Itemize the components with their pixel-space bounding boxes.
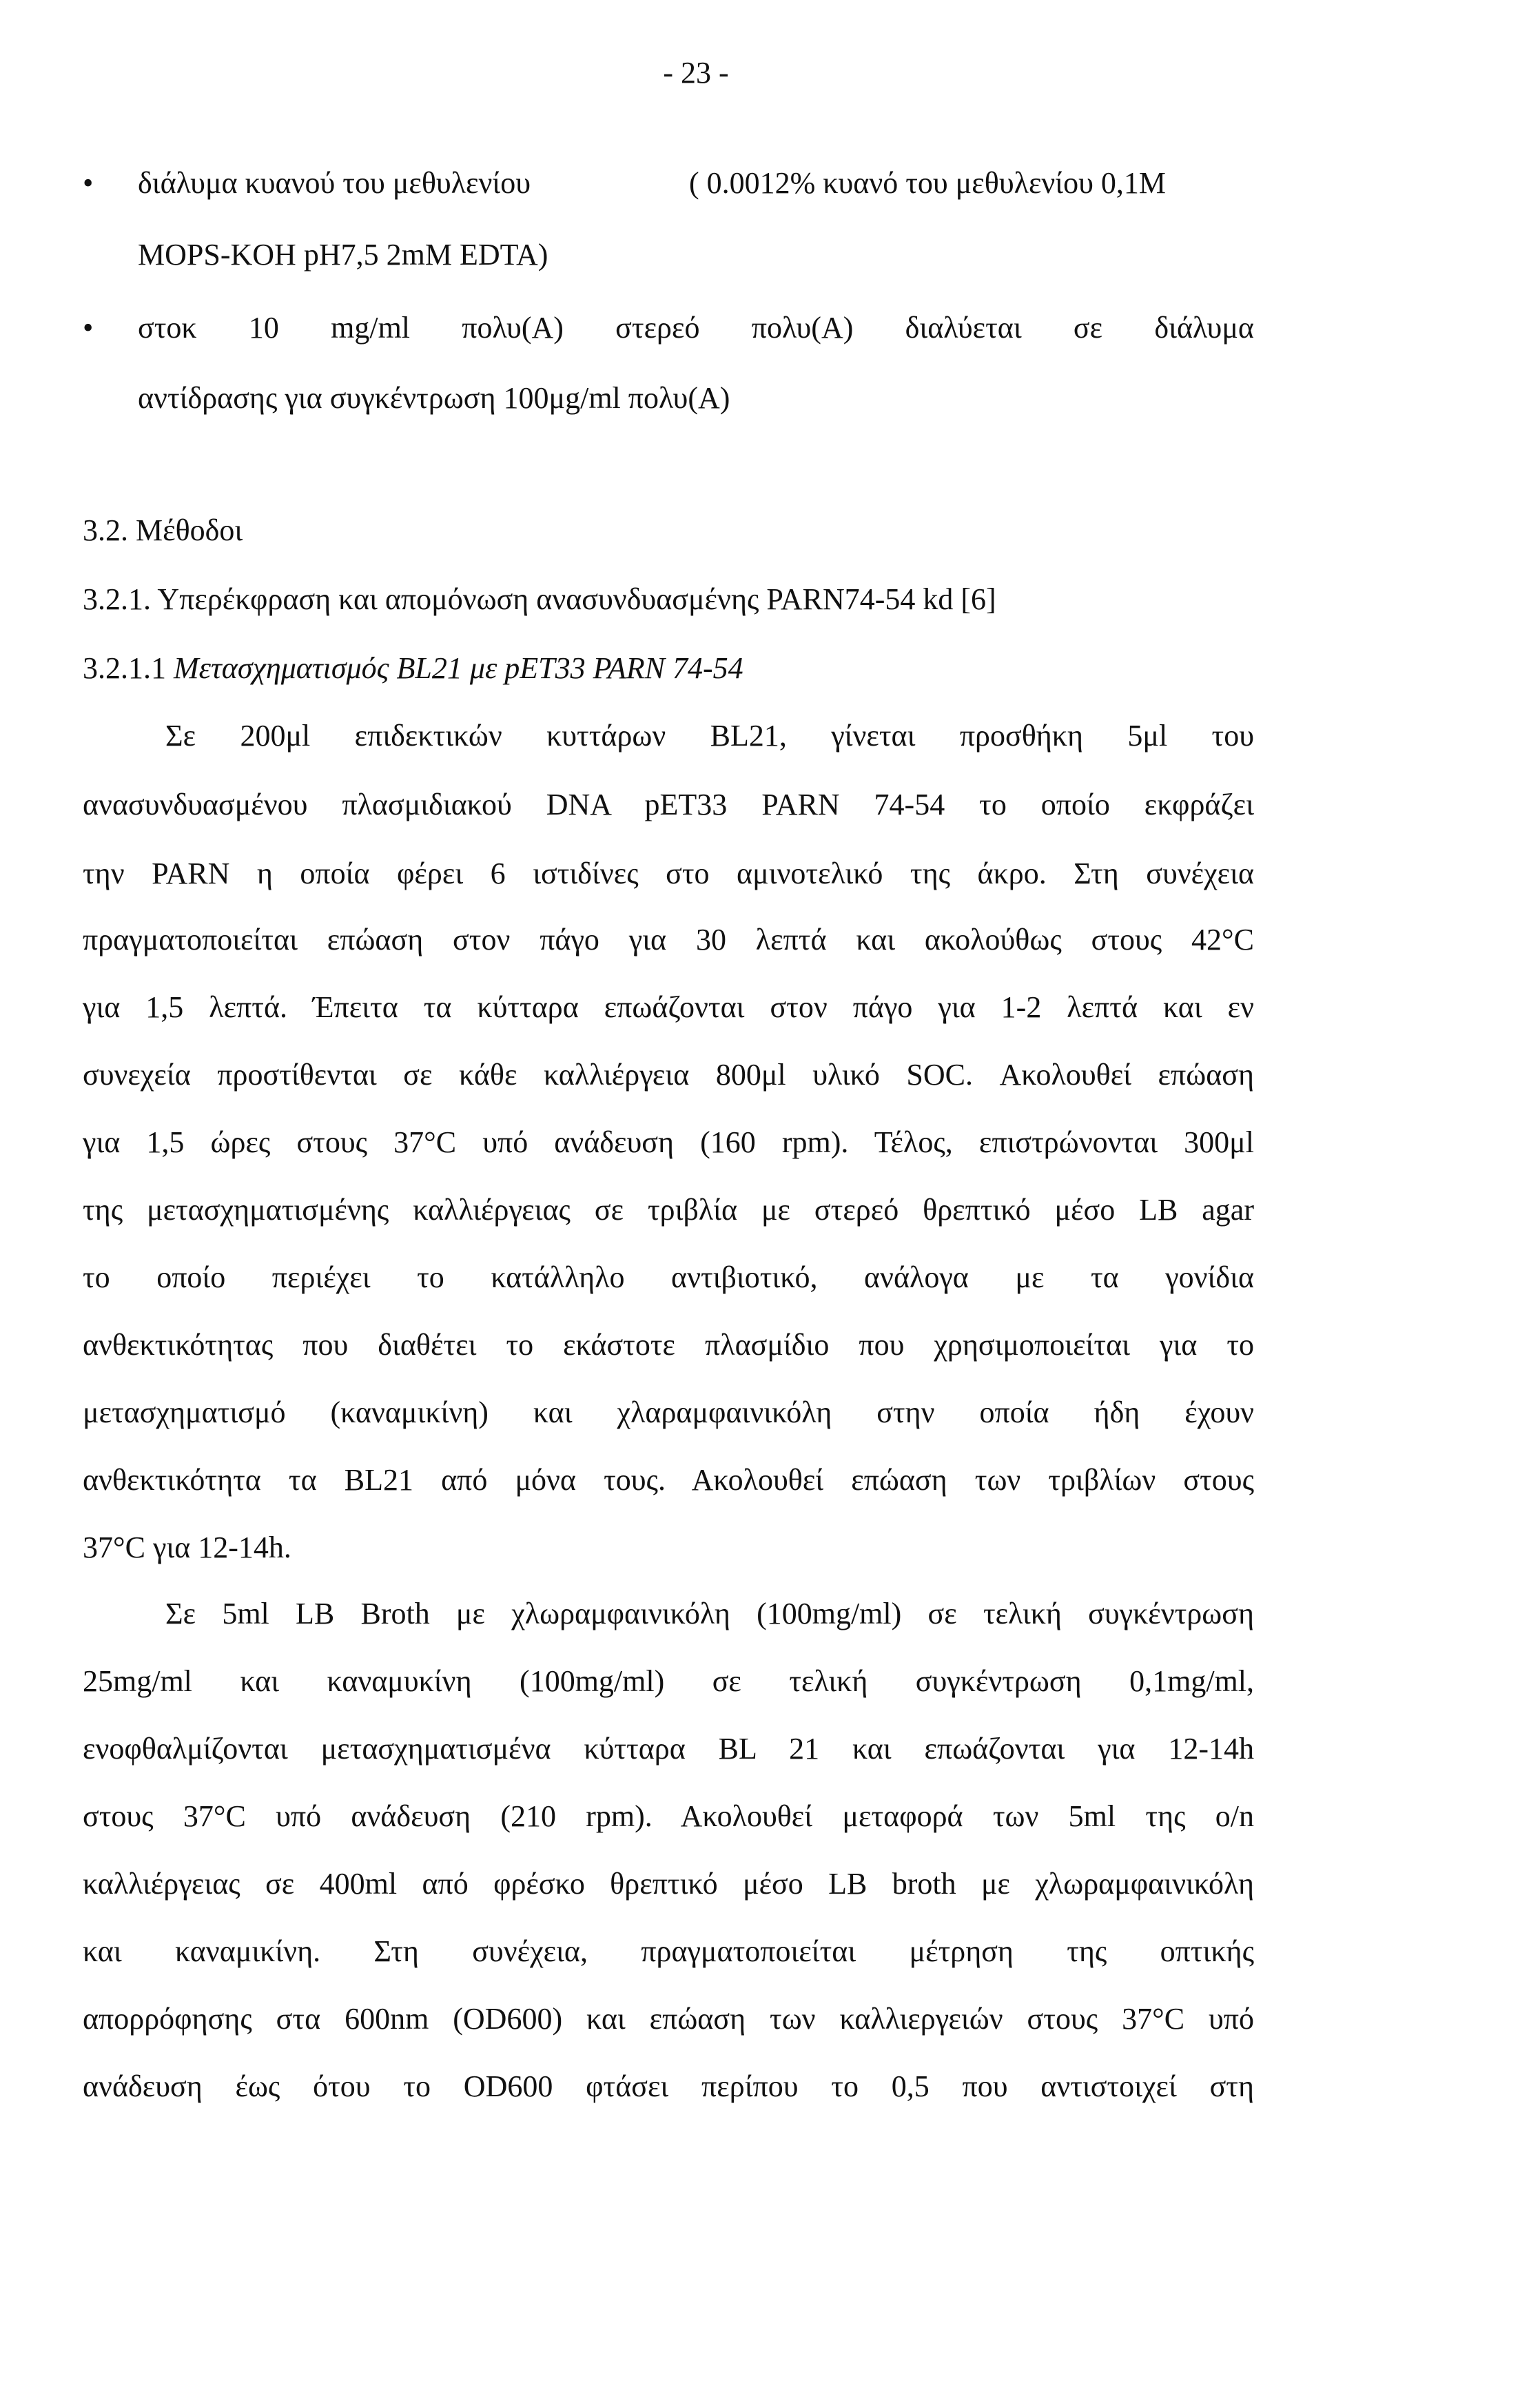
paragraph1-line: πραγματοποιείται επώαση στον πάγο για 30 λεπτά και ακολούθως στους 42°C <box>83 923 1254 956</box>
paragraph1-line: για 1,5 λεπτά. Έπειτα τα κύτταρα επωάζονται στον πάγο για 1-2 λεπτά και εν <box>83 990 1254 1024</box>
paragraph1-line: Σε 200μl επιδεκτικών κυττάρων BL21, γίνεται προσθήκη 5μl του <box>165 719 1254 753</box>
methods-heading: 3.2. Μέθοδοι <box>83 513 243 547</box>
bullet2-text-line2: αντίδρασης για συγκέντρωση 100μg/ml πολυ(Α) <box>138 381 730 415</box>
paragraph1-line: για 1,5 ώρες στους 37°C υπό ανάδευση (160 rpm). Τέλος, επιστρώνονται 300μl <box>83 1125 1254 1159</box>
bullet1-text-line2: MOPS-KOH pH7,5 2mM EDTA) <box>138 238 548 272</box>
bullet1-text-a: διάλυμα κυανού του μεθυλενίου <box>138 166 531 200</box>
paragraph2-line: Σε 5ml LB Broth με χλωραμφαινικόλη (100mg/ml) σε τελική συγκέντρωση <box>165 1597 1254 1630</box>
paragraph1-line: την PARN η οποία φέρει 6 ιστιδίνες στο αμινοτελικό της άκρο. Στη συνέχεια <box>83 857 1254 890</box>
paragraph2-line: στους 37°C υπό ανάδευση (210 rpm). Ακολουθεί μεταφορά των 5ml της o/n <box>83 1799 1254 1833</box>
subsubsection-number: 3.2.1.1 <box>83 651 166 685</box>
paragraph2-line: ενοφθαλμίζονται μετασχηματισμένα κύτταρα BL 21 και επωάζονται για 12-14h <box>83 1732 1254 1766</box>
paragraph2-line: απορρόφησης στα 600nm (OD600) και επώαση των καλλιεργειών στους 37°C υπό <box>83 2002 1254 2036</box>
bullet-marker: • <box>83 166 94 200</box>
paragraph1-line: συνεχεία προστίθενται σε κάθε καλλιέργεια 800μl υλικό SOC. Ακολουθεί επώαση <box>83 1058 1254 1092</box>
paragraph1-line: της μετασχηματισμένης καλλιέργειας σε τριβλία με στερεό θρεπτικό μέσο LB agar <box>83 1193 1254 1227</box>
paragraph1-line: το οποίο περιέχει το κατάλληλο αντιβιοτικό, ανάλογα με τα γονίδια <box>83 1260 1254 1294</box>
bullet2-text-line1: στοκ 10 mg/ml πολυ(Α) στερεό πολυ(Α) διαλύεται σε διάλυμα <box>138 311 1254 345</box>
subsection-heading: 3.2.1. Υπερέκφραση και απομόνωση ανασυνδυασμένης PARN74-54 kd [6] <box>83 582 996 616</box>
paragraph2-line: καλλιέργειας σε 400ml από φρέσκο θρεπτικό μέσο LB broth με χλωραμφαινικόλη <box>83 1867 1254 1901</box>
page-number: - 23 - <box>663 56 729 90</box>
paragraph1-line: 37°C για 12-14h. <box>83 1531 291 1564</box>
subsubsection-title: Μετασχηματισμός BL21 με pET33 PARN 74-54 <box>174 651 743 685</box>
bullet-marker: • <box>83 311 94 345</box>
paragraph2-line: 25mg/ml και καναμυκίνη (100mg/ml) σε τελική συγκέντρωση 0,1mg/ml, <box>83 1664 1254 1698</box>
paragraph2-line: και καναμικίνη. Στη συνέχεια, πραγματοποιείται μέτρηση της οπτικής <box>83 1934 1254 1968</box>
bullet1-text-b: ( 0.0012% κυανό του μεθυλενίου 0,1M <box>689 166 1167 200</box>
paragraph1-line: ανθεκτικότητα τα BL21 από μόνα τους. Ακολουθεί επώαση των τριβλίων στους <box>83 1463 1254 1497</box>
paragraph1-line: μετασχηματισμό (καναμικίνη) και χλαραμφαινικόλη στην οποία ήδη έχουν <box>83 1395 1254 1429</box>
paragraph1-line: ανασυνδυασμένου πλασμιδιακού DNA pET33 PARN 74-54 το οποίο εκφράζει <box>83 788 1254 821</box>
subsubsection-heading <box>83 649 1254 688</box>
paragraph1-line: ανθεκτικότητας που διαθέτει το εκάστοτε πλασμίδιο που χρησιμοποιείται για το <box>83 1328 1254 1362</box>
paragraph2-line: ανάδευση έως ότου το OD600 φτάσει περίπου το 0,5 που αντιστοιχεί στη <box>83 2069 1254 2103</box>
